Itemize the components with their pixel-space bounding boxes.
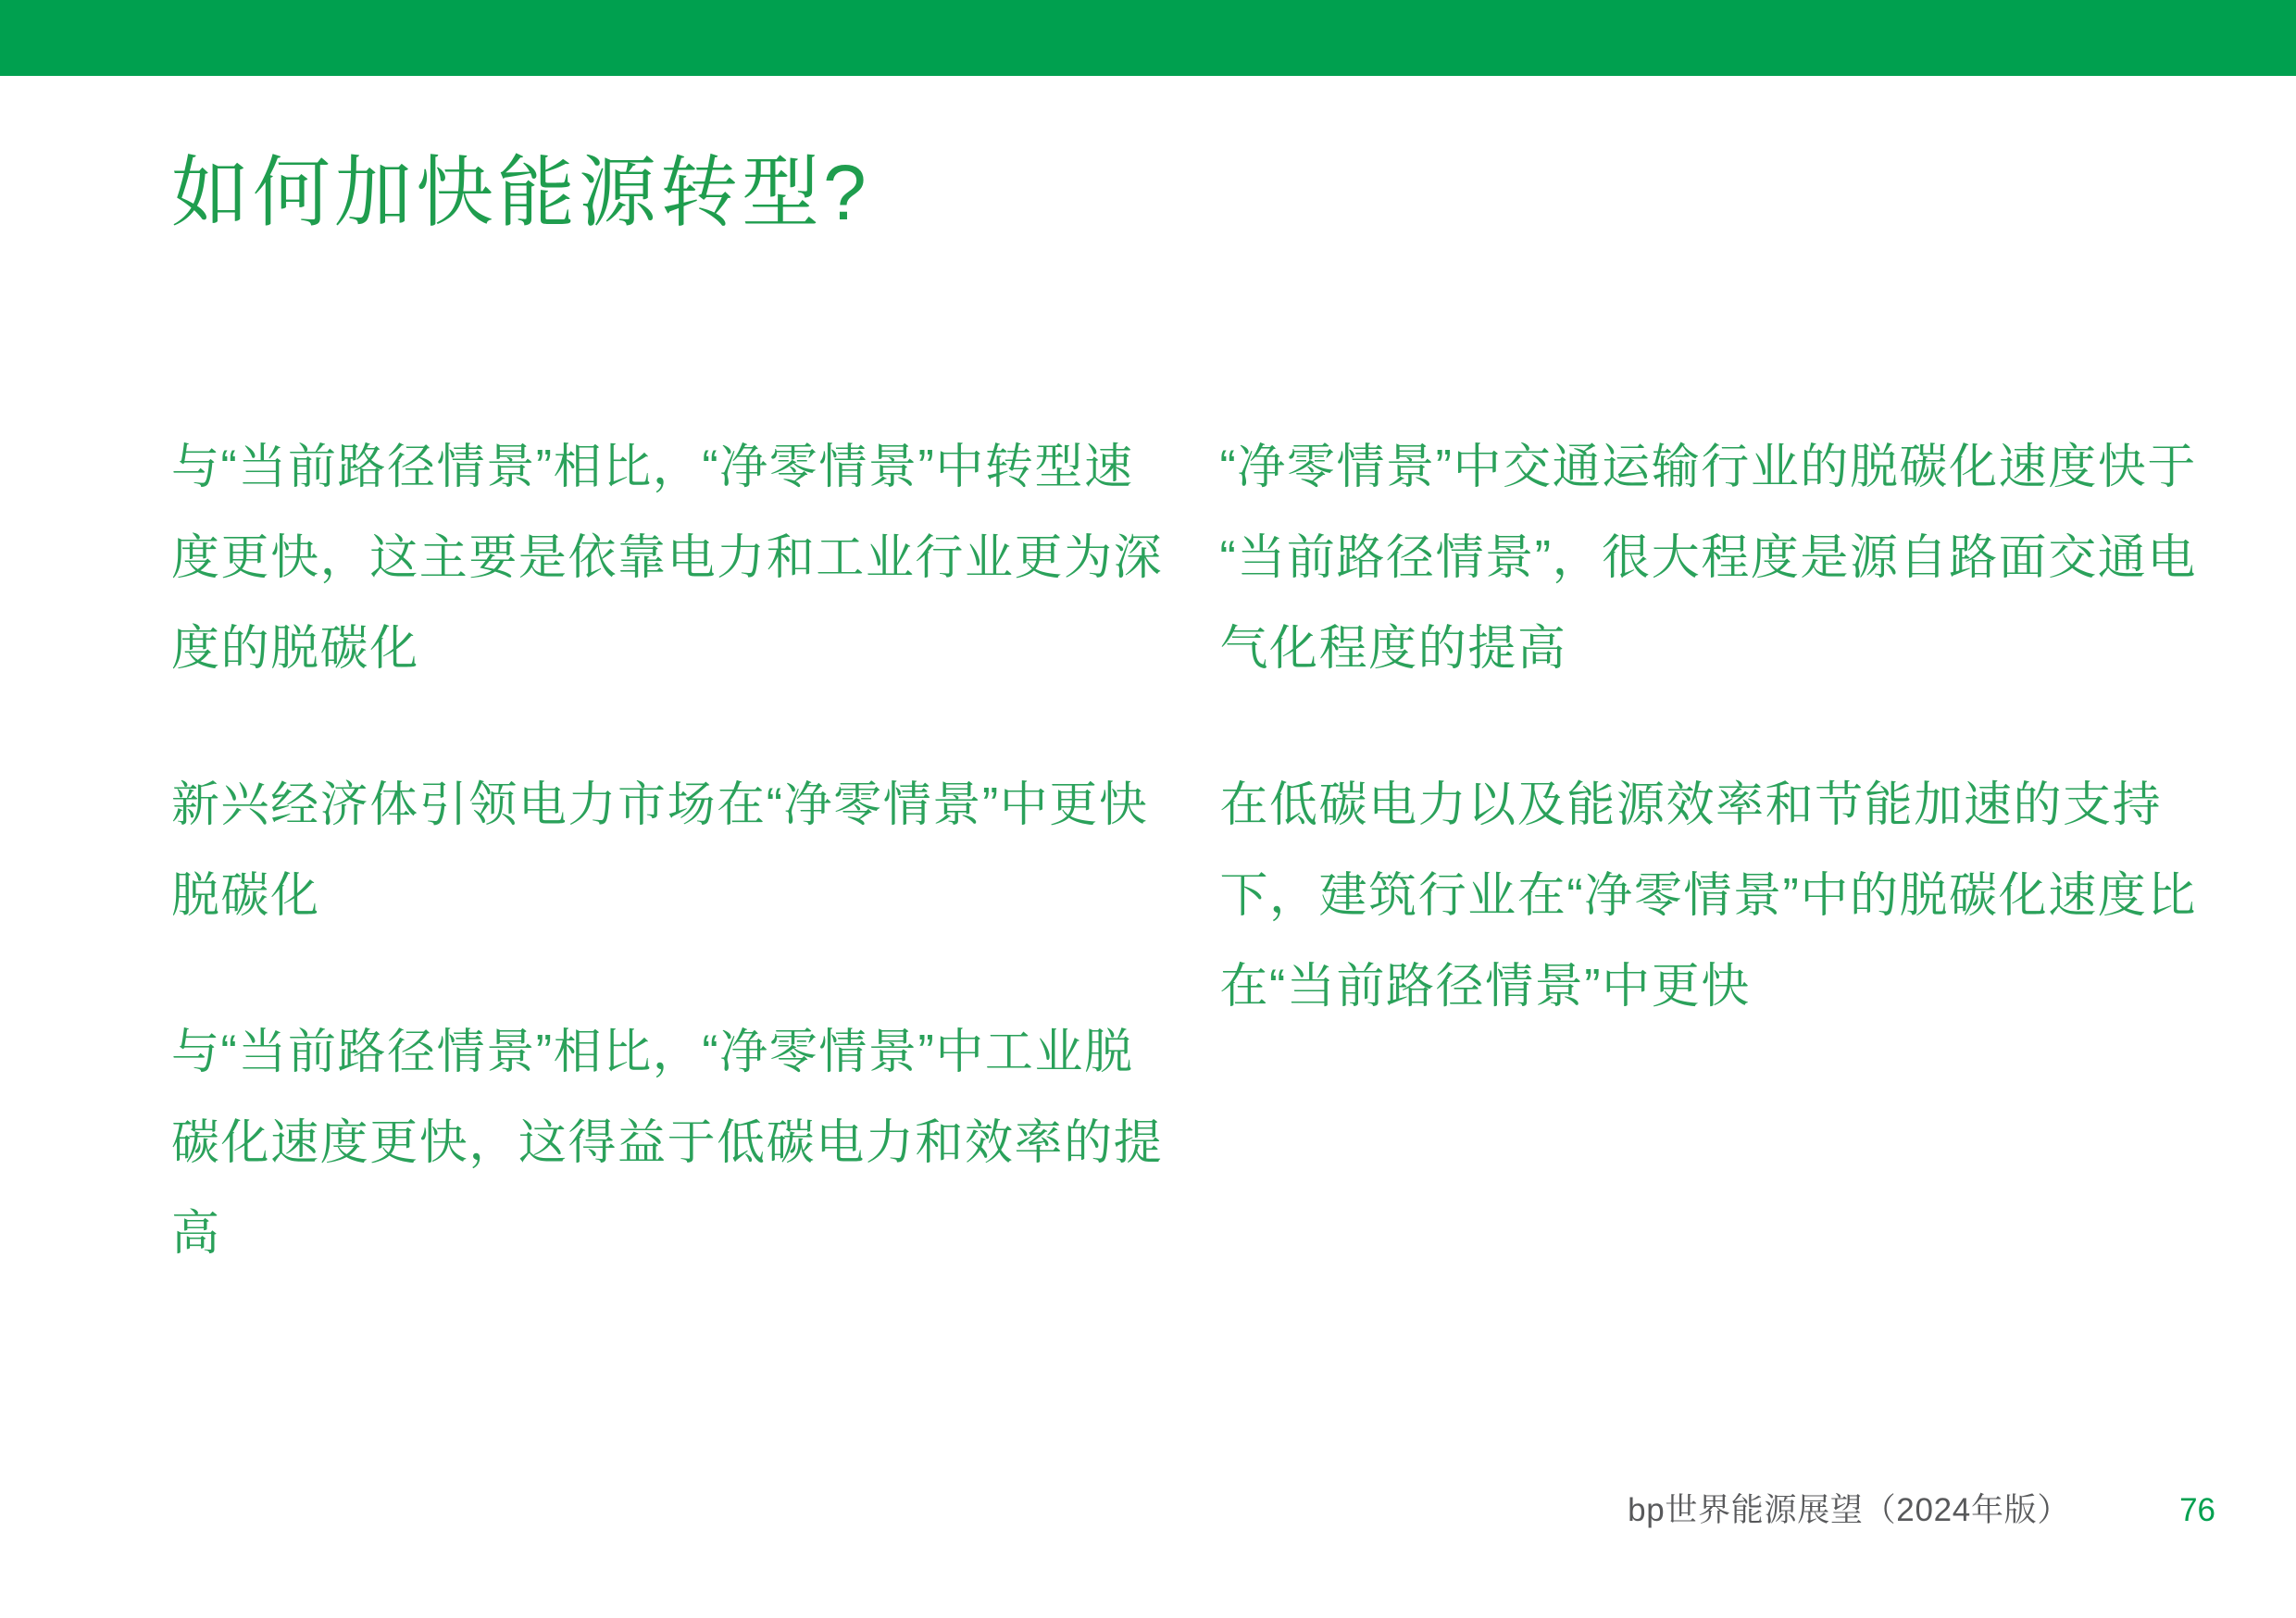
footer-source-text: bp世界能源展望（2024年版）	[1628, 1492, 2071, 1528]
right-paragraph-1: “净零情景”中交通运输行业的脱碳化速度快于“当前路径情景”，很大程度是源自路面交通电气化程度的提高	[1219, 441, 2197, 676]
left-paragraph-3: 与“当前路径情景”相比，“净零情景”中工业脱碳化速度更快，这得益于低碳电力和效率的提高	[171, 1026, 1164, 1261]
left-paragraph-1: 与“当前路径情景”相比，“净零情景”中转型速度更快，这主要是依靠电力和工业行业更为深度的脱碳化	[171, 441, 1164, 676]
left-paragraph-2: 新兴经济体引领电力市场在“净零情景”中更快脱碳化	[171, 778, 1149, 923]
column-right	[1220, 422, 2218, 1279]
page-number: 76	[2179, 1492, 2215, 1528]
right-paragraph-2: 在低碳电力以及能源效率和节能加速的支持下，建筑行业在“净零情景”中的脱碳化速度比在“当前路径情景”中更快	[1219, 778, 2197, 1014]
column-left	[171, 422, 1169, 1279]
content-columns	[171, 422, 2217, 1279]
brand-color-bar	[0, 0, 2296, 76]
page-title: 如何加快能源转型?	[171, 149, 870, 236]
footer	[0, 1485, 2215, 1531]
